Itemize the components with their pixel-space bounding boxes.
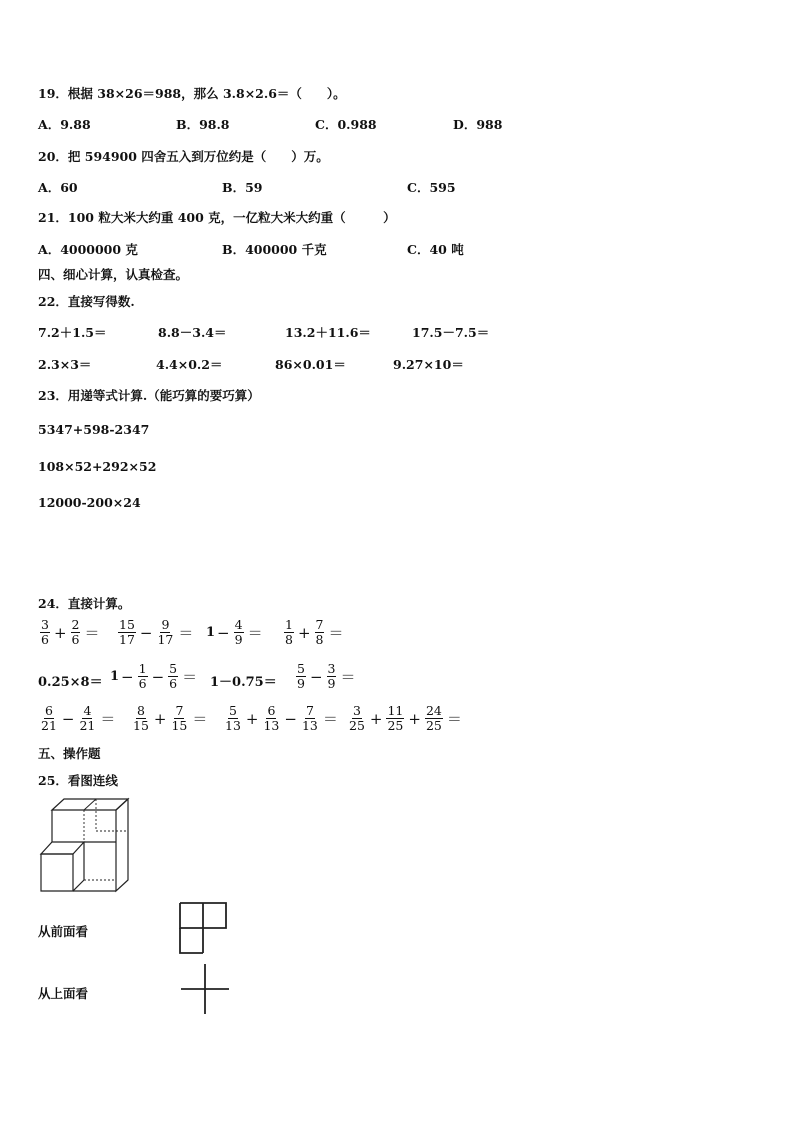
fraction: $\frac{1}{8}$ [285,617,293,648]
q22-r2-c3: 86×0.01＝ [275,357,346,372]
fraction: $\frac{8}{15}$ [133,703,149,734]
fraction: $\frac{2}{6}$ [71,617,80,648]
q20-option-c: C．595 [407,180,456,195]
q24-stem: 24．直接计算。 [38,596,131,611]
q19-stem: 19．根据 38×26＝988，那么 3.8×2.6＝（ ）。 [38,86,346,101]
fraction: $\frac{4}{9}$ [234,617,243,648]
cube-stack-figure [36,796,136,896]
q22-r1-c3: 13.2＋11.6＝ [285,325,371,340]
q22-r1-c2: 8.8－3.4＝ [158,325,227,340]
q24-r2-e1: 0.25×8＝ [38,674,103,690]
q22-r1-c1: 7.2＋1.5＝ [38,325,107,340]
q24-r1-e2: $\frac{15}{17}$ − $\frac{9}{17}$ ＝ [119,617,194,648]
fraction: $\frac{7}{8}$ [315,617,324,648]
fraction: $\frac{4}{21}$ [79,703,96,734]
q22-r2-c4: 9.27×10＝ [393,357,464,372]
q23-item-1: 5347+598-2347 [38,422,150,437]
q20-option-a: A．60 [38,180,78,195]
q22-r2-c1: 2.3×3＝ [38,357,92,372]
q23-item-3: 12000-200×24 [38,495,141,510]
q19-option-c: C．0.988 [315,117,377,132]
q21-option-b: B．400000 千克 [222,242,327,257]
q24-r2-e2: 1 − $\frac{1}{6}$ − $\frac{5}{6}$ ＝ [110,661,198,692]
q24-r1-e4: $\frac{1}{8}$ + $\frac{7}{8}$ ＝ [285,617,344,648]
q21-option-a: A．4000000 克 [38,242,138,257]
q21-option-c: C．40 吨 [407,242,464,257]
q19-option-a: A．9.88 [38,117,91,132]
q25-stem: 25．看图连线 [38,773,118,788]
fraction: $\frac{3}{6}$ [41,617,49,648]
fraction: $\frac{11}{25}$ [387,703,404,734]
fraction: $\frac{7}{13}$ [301,703,318,734]
fraction: $\frac{3}{9}$ [327,661,336,692]
fraction: $\frac{15}{17}$ [119,617,135,648]
q24-r3-e1: $\frac{6}{21}$ − $\frac{4}{21}$ ＝ [41,703,116,734]
q20-stem: 20．把 594900 四舍五入到万位约是（ ）万。 [38,149,329,164]
q24-r2-e4: $\frac{5}{9}$ − $\frac{3}{9}$ ＝ [297,661,356,692]
section-5-heading: 五、操作题 [38,746,101,761]
q23-stem: 23．用递等式计算.（能巧算的要巧算） [38,388,260,403]
q22-stem: 22．直接写得数. [38,294,135,309]
q25-front-label: 从前面看 [38,924,89,939]
q19-option-d: D．988 [453,117,503,132]
q20-option-b: B．59 [222,180,263,195]
q24-r1-e3: 1 − $\frac{4}{9}$ ＝ [206,617,263,648]
q25-top-label: 从上面看 [38,986,89,1001]
q22-r2-c2: 4.4×0.2＝ [156,357,223,372]
q22-r1-c4: 17.5－7.5＝ [412,325,490,340]
fraction: $\frac{24}{25}$ [425,703,442,734]
section-4-heading: 四、细心计算，认真检查。 [38,267,189,282]
front-view-shape[interactable] [178,901,230,955]
q23-item-2: 108×52+292×52 [38,459,157,474]
fraction: $\frac{5}{13}$ [225,703,241,734]
fraction: $\frac{3}{25}$ [349,703,365,734]
q24-r3-e4: $\frac{3}{25}$ + $\frac{11}{25}$ + $\frac{24}{25}$ ＝ [349,703,462,734]
q24-r1-e1: $\frac{3}{6}$ + $\frac{2}{6}$ ＝ [41,617,100,648]
fraction: $\frac{6}{13}$ [263,703,280,734]
fraction: $\frac{6}{21}$ [41,703,57,734]
q24-r2-e3: 1－0.75＝ [210,674,277,690]
top-view-shape[interactable] [179,962,233,1018]
q19-option-b: B．98.8 [176,117,230,132]
q24-r3-e3: $\frac{5}{13}$ + $\frac{6}{13}$ − $\frac{7}{13}$ ＝ [225,703,338,734]
q21-stem: 21．100 粒大米大约重 400 克，一亿粒大米大约重（ ） [38,210,396,225]
fraction: $\frac{5}{9}$ [297,661,305,692]
fraction: $\frac{5}{6}$ [169,661,178,692]
q24-r3-e2: $\frac{8}{15}$ + $\frac{7}{15}$ ＝ [133,703,208,734]
fraction: $\frac{7}{15}$ [171,703,188,734]
fraction: $\frac{9}{17}$ [157,617,174,648]
fraction: $\frac{1}{6}$ [138,661,147,692]
